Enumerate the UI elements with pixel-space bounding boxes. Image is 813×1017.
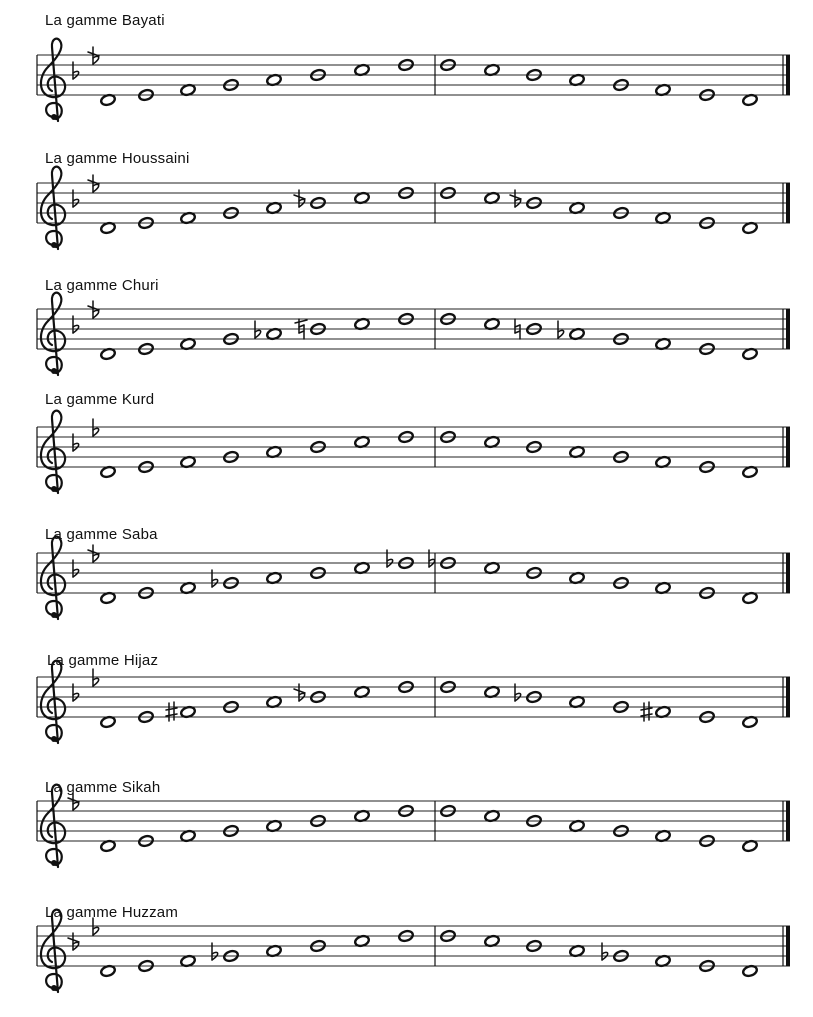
sharp-accidental-icon	[641, 702, 652, 721]
staff-churi	[0, 284, 813, 384]
scale-title: La gamme Saba	[45, 526, 158, 543]
treble-clef-icon	[41, 293, 65, 375]
final-barline-thick	[786, 55, 790, 95]
treble-clef-icon	[41, 537, 65, 619]
scale-title: La gamme Bayati	[45, 12, 165, 29]
final-barline-thick	[786, 553, 790, 593]
treble-clef-icon	[41, 785, 65, 867]
scale-title: La gamme Sikah	[45, 779, 161, 796]
staff-bayati	[0, 30, 813, 130]
scale-title: La gamme Churi	[45, 277, 159, 294]
staff-saba	[0, 528, 813, 628]
scale-title: La gamme Hijaz	[47, 652, 159, 669]
staff-houssaini	[0, 158, 813, 258]
treble-clef-icon	[41, 167, 65, 249]
final-barline-thick	[786, 926, 790, 966]
scale-title: La gamme Kurd	[45, 391, 155, 408]
final-barline-thick	[786, 801, 790, 841]
staff-hijaz	[0, 652, 813, 752]
staff-huzzam	[0, 901, 813, 1001]
sharp-accidental-icon	[166, 702, 177, 721]
final-barline-thick	[786, 183, 790, 223]
scale-title: La gamme Huzzam	[45, 904, 179, 921]
scale-title: La gamme Houssaini	[45, 150, 190, 167]
treble-clef-icon	[41, 39, 65, 121]
staff-kurd	[0, 402, 813, 502]
final-barline-thick	[786, 309, 790, 349]
treble-clef-icon	[41, 661, 65, 743]
final-barline-thick	[786, 677, 790, 717]
treble-clef-icon	[41, 910, 65, 992]
final-barline-thick	[786, 427, 790, 467]
treble-clef-icon	[41, 411, 65, 493]
staff-sikah	[0, 776, 813, 876]
